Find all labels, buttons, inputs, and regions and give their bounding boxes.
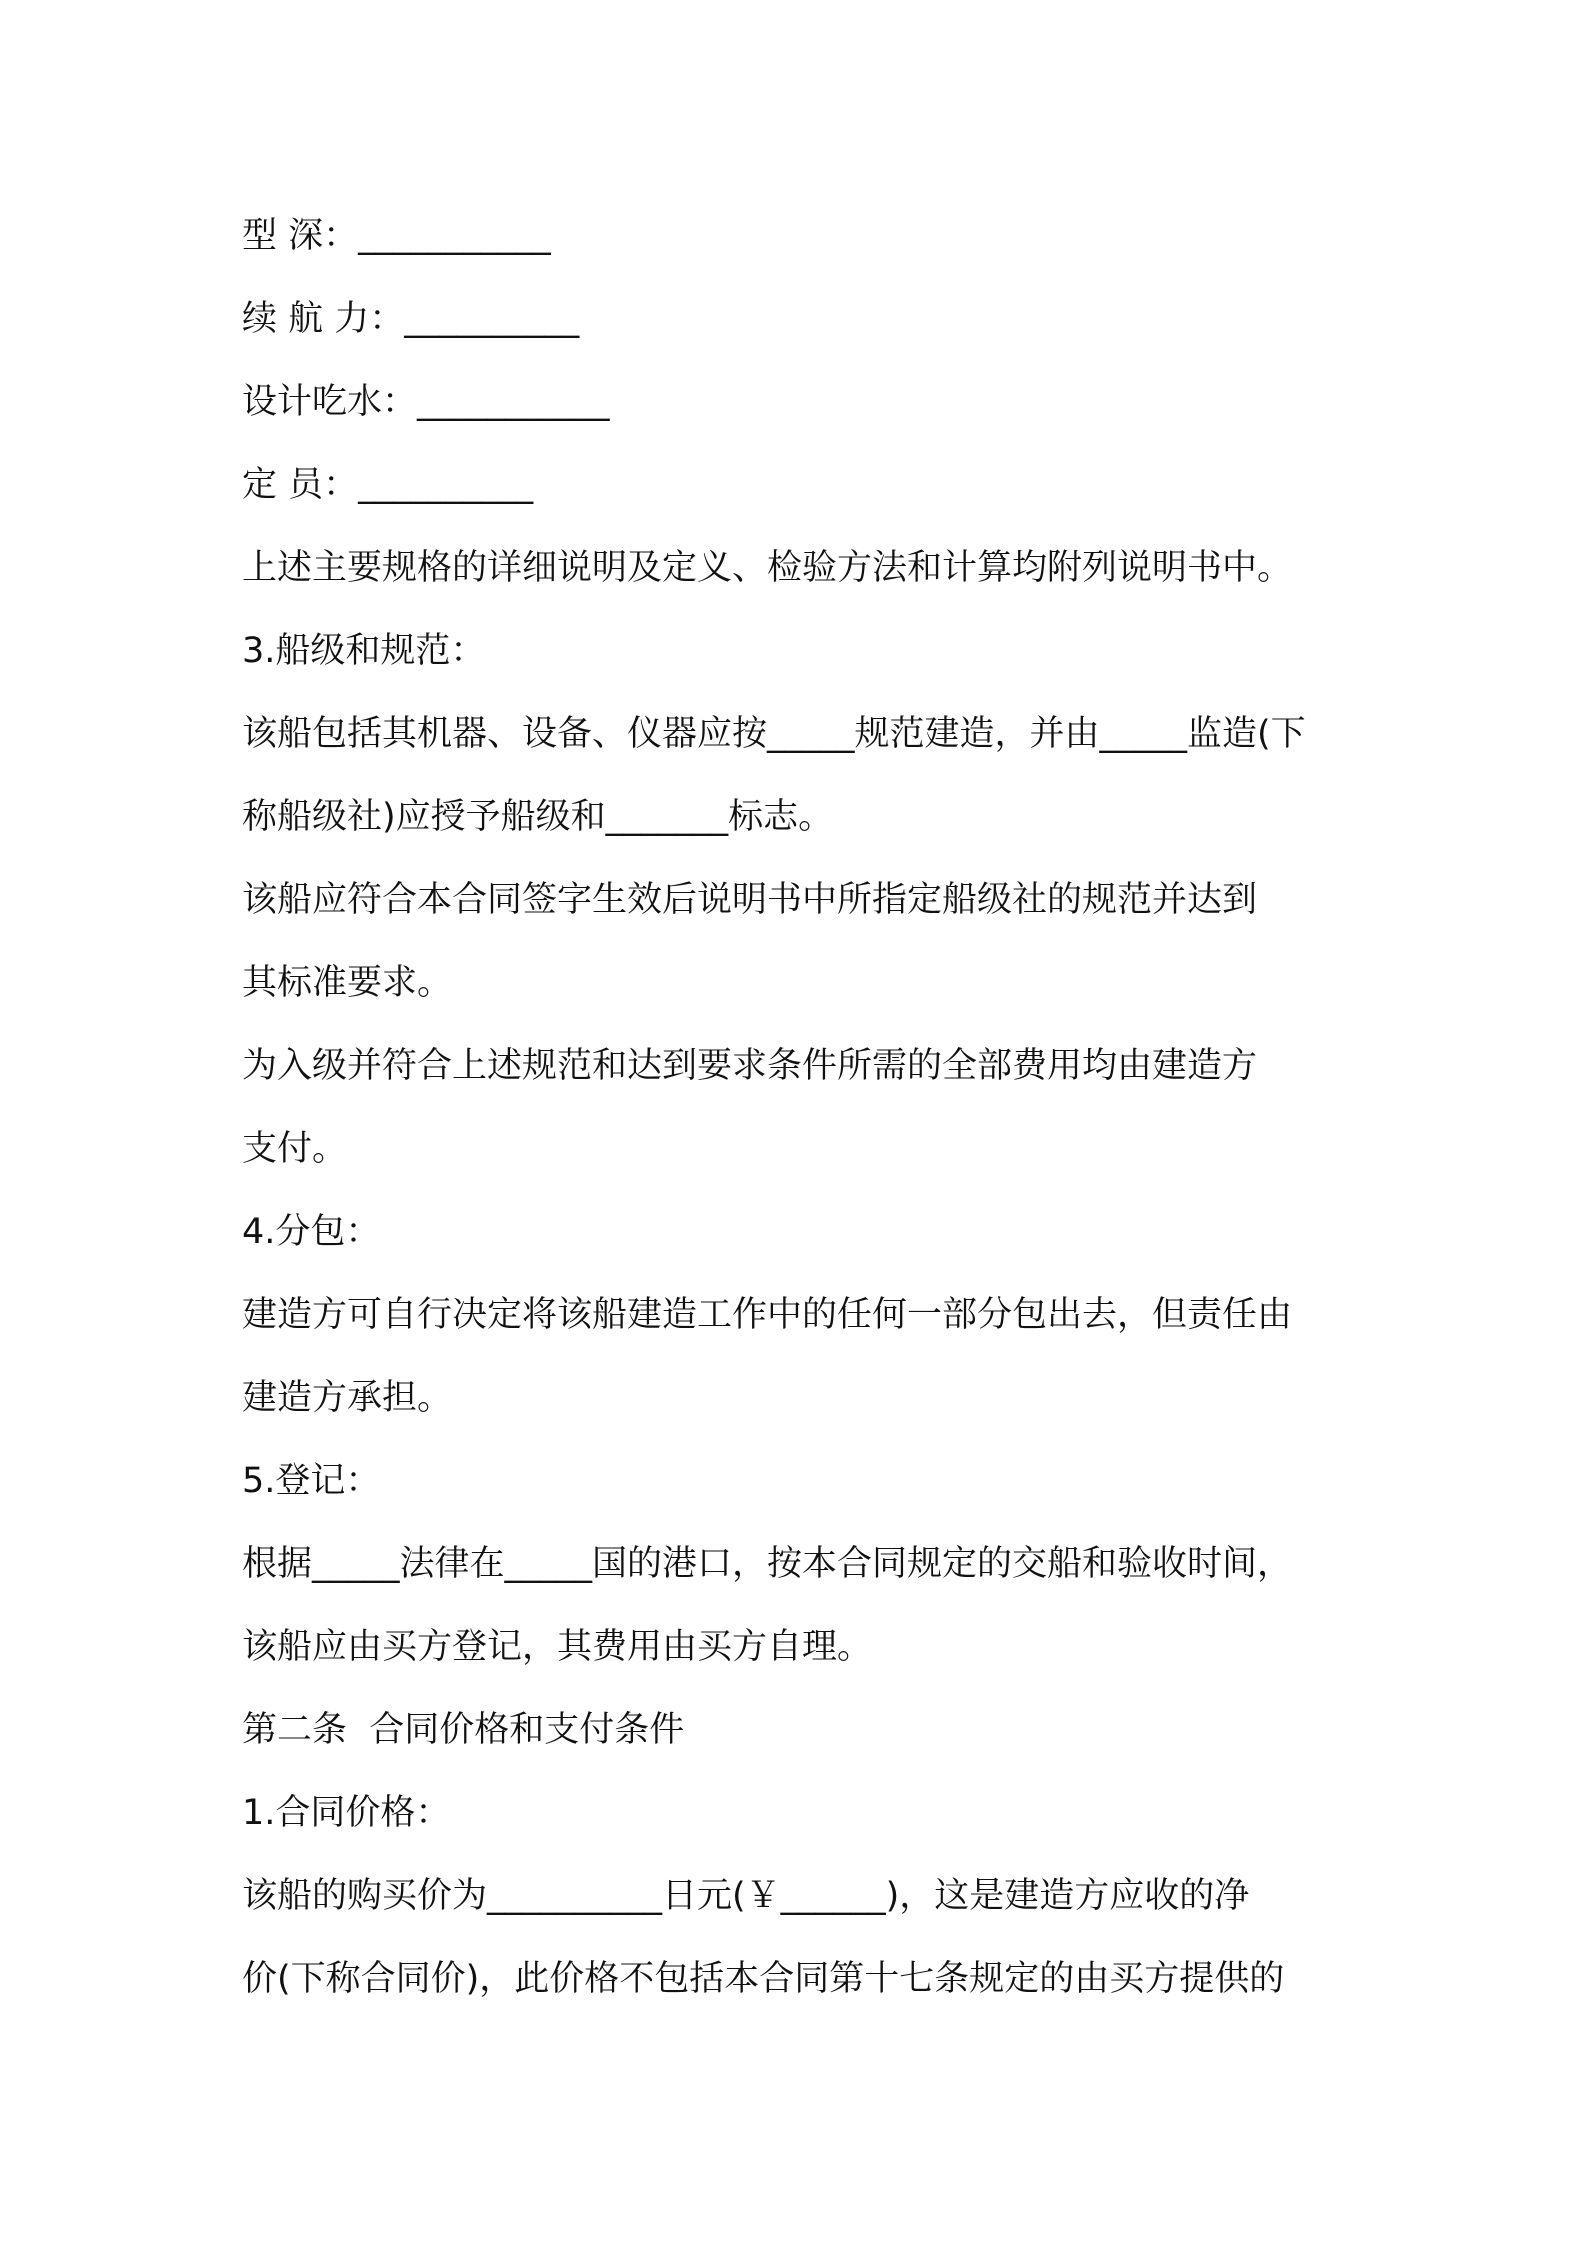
text-line: 称船级社)应授予船级和_______标志。 [242, 797, 834, 837]
text-line: 定 员：__________ [242, 465, 534, 505]
section-heading: 3.船级和规范： [242, 631, 486, 671]
text-line: 续 航 力：__________ [242, 299, 580, 339]
section-heading: 4.分包： [242, 1212, 381, 1252]
text-line: 型 深：___________ [242, 216, 551, 256]
text-line: 建造方承担。 [242, 1378, 453, 1418]
text-line: 支付。 [242, 1129, 348, 1169]
text-line: 上述主要规格的详细说明及定义、检验方法和计算均附列说明书中。 [242, 548, 1293, 588]
text-line: 建造方可自行决定将该船建造工作中的任何一部分包出去，但责任由 [242, 1295, 1293, 1335]
text-line: 为入级并符合上述规范和达到要求条件所需的全部费用均由建造方 [242, 1046, 1258, 1086]
section-heading: 5.登记： [242, 1461, 381, 1501]
document-page [242, 195, 1402, 2021]
text-line: 根据_____法律在_____国的港口，按本合同规定的交船和验收时间， [242, 1544, 1293, 1584]
text-line: 其标准要求。 [242, 963, 453, 1003]
text-line: 价(下称合同价)，此价格不包括本合同第十七条规定的由买方提供的 [242, 1959, 1285, 1999]
text-line: 该船应由买方登记，其费用由买方自理。 [242, 1627, 873, 1667]
text-line: 该船包括其机器、设备、仪器应按_____规范建造，并由_____监造(下 [242, 714, 1306, 754]
text-line: 该船应符合本合同签字生效后说明书中所指定船级社的规范并达到 [242, 880, 1258, 920]
text-line: 该船的购买价为__________日元(￥______)，这是建造方应收的净 [242, 1876, 1250, 1916]
text-line: 设计吃水：___________ [242, 382, 610, 422]
article-heading: 第二条 合同价格和支付条件 [242, 1710, 685, 1750]
section-heading: 1.合同价格： [242, 1793, 451, 1833]
